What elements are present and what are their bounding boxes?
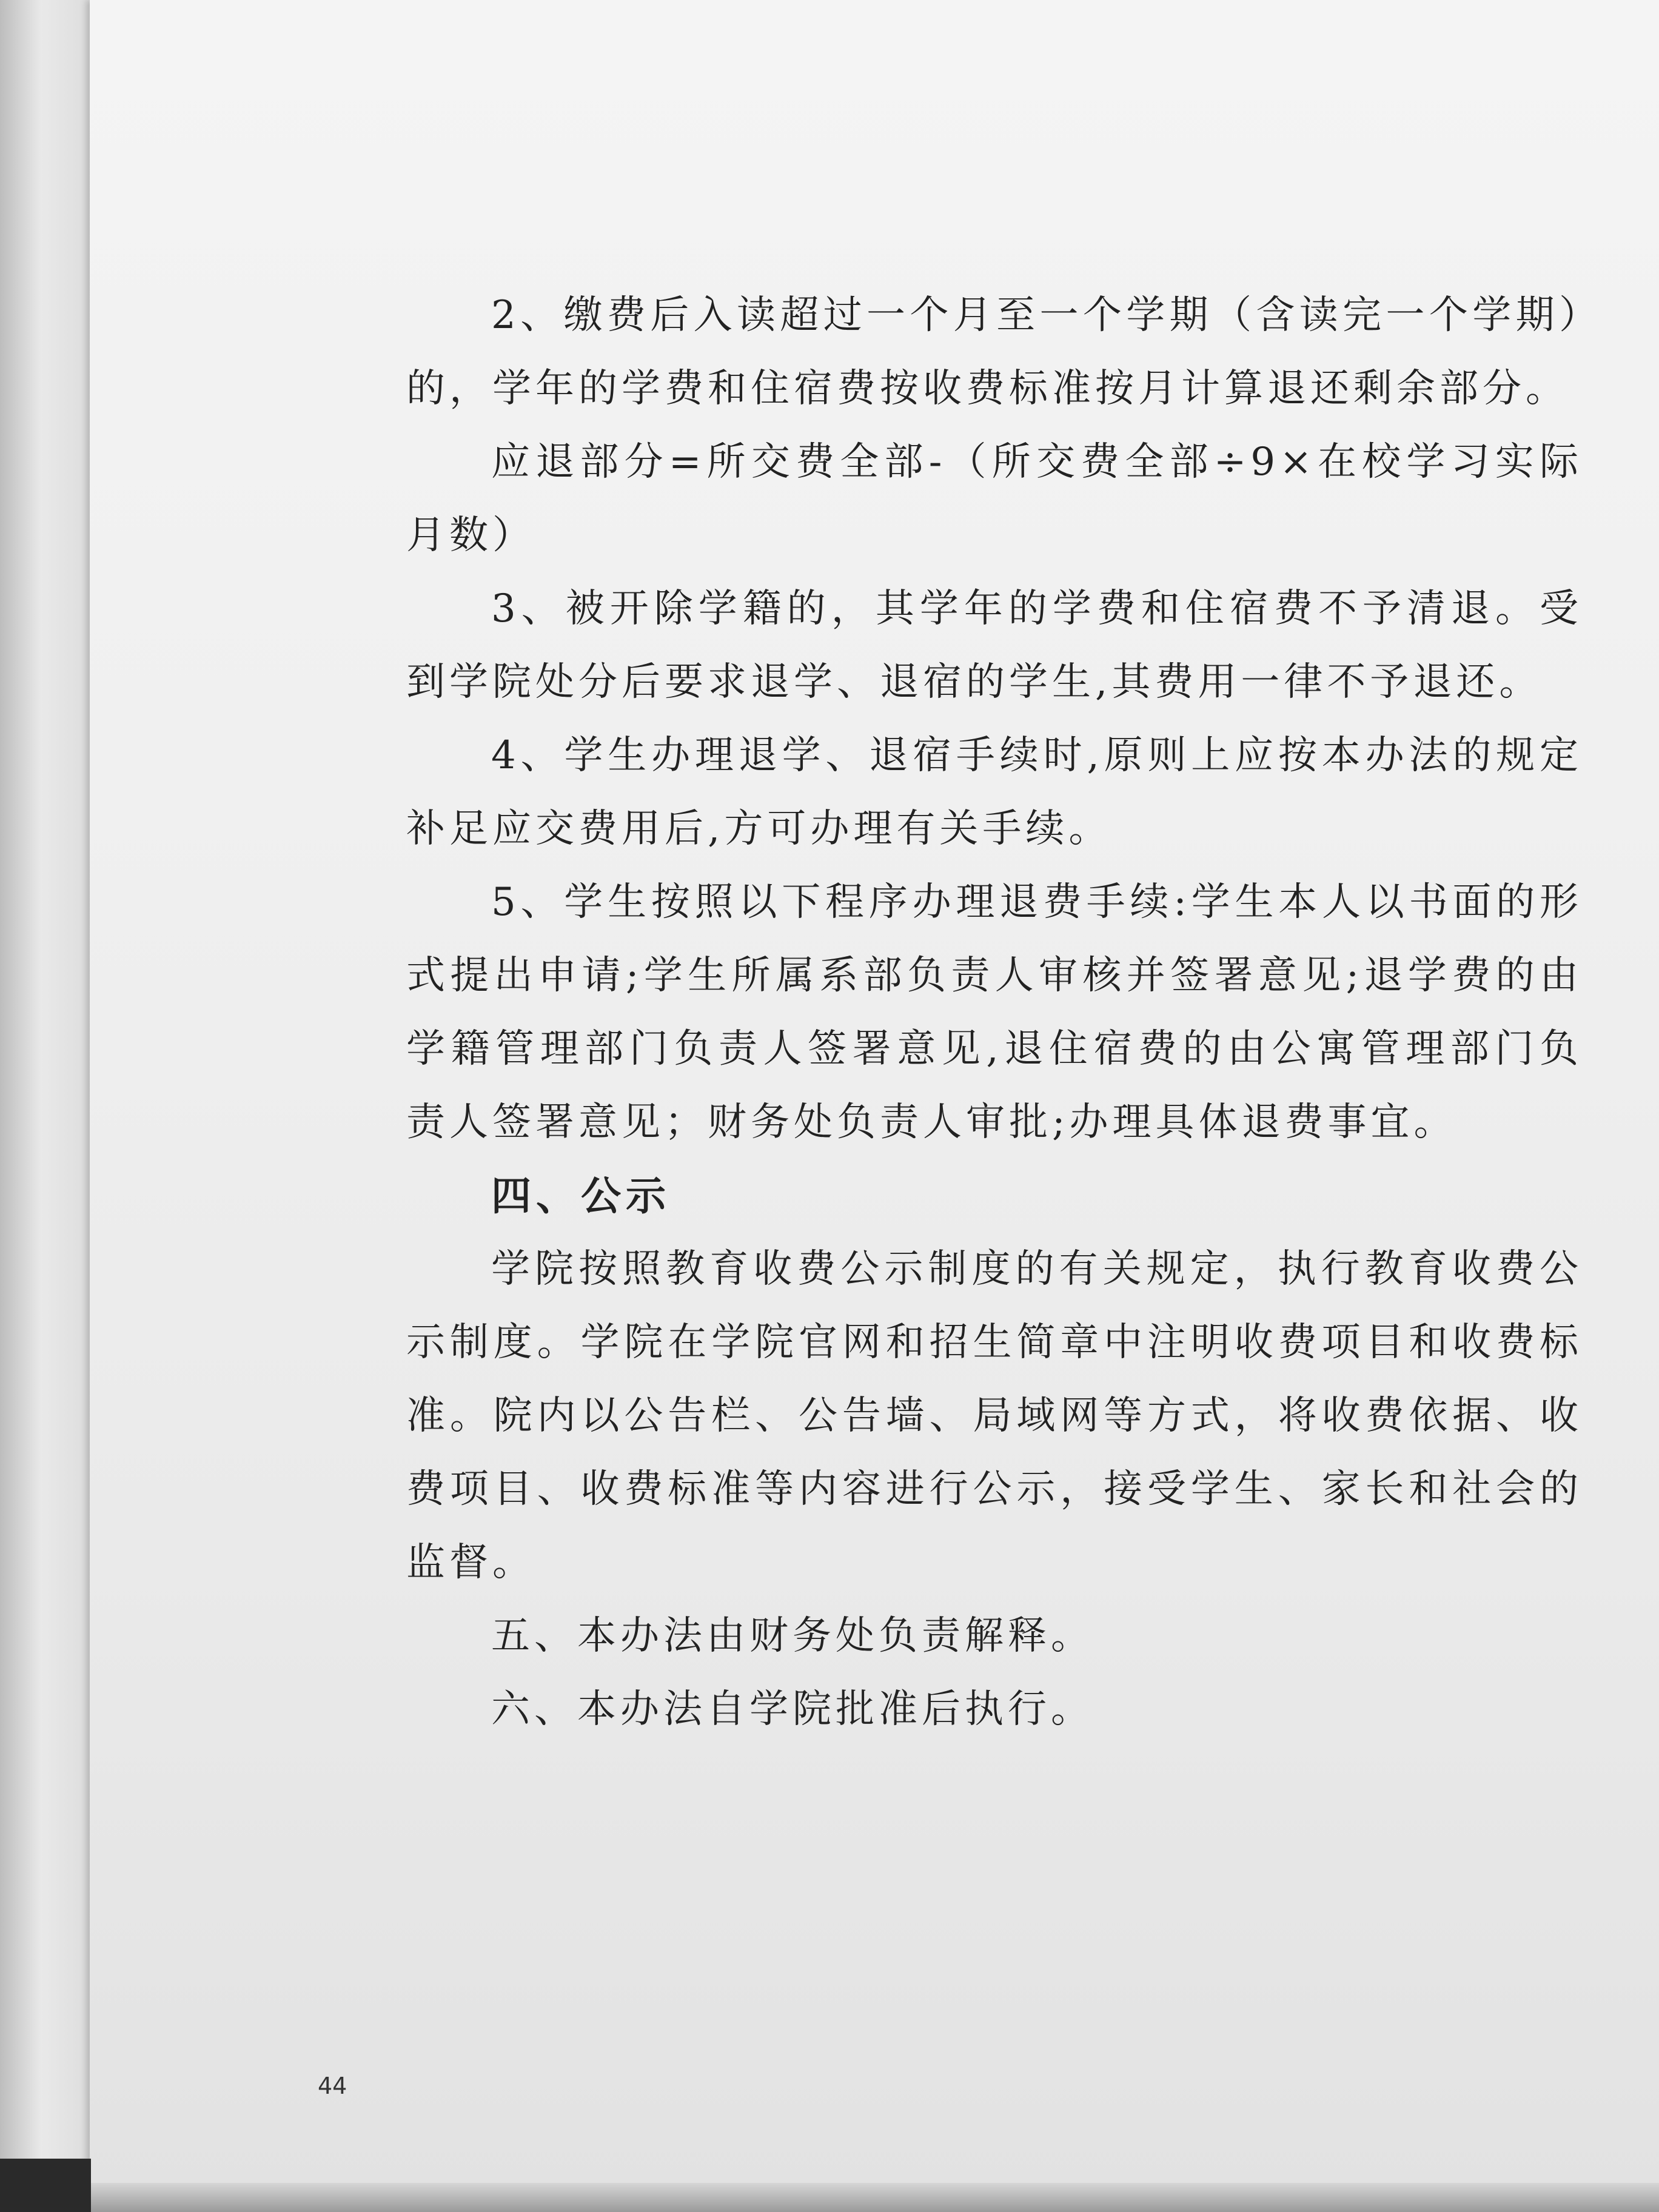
page-number: 44 xyxy=(318,2073,347,2099)
paragraph-item-six: 六、本办法自学院批准后执行。 xyxy=(491,1687,1094,1732)
underlying-page-edge xyxy=(0,0,103,2212)
paragraph-refund-formula: 应退部分=所交费全部-（所交费全部÷9×在校学习实际月数） xyxy=(406,440,1583,558)
dark-corner xyxy=(0,2159,91,2212)
page-bottom-shadow xyxy=(90,2183,1659,2212)
paragraph-item-five: 五、本办法由财务处负责解释。 xyxy=(491,1614,1094,1658)
paragraph-publicity: 学院按照教育收费公示制度的有关规定，执行教育收费公示制度。学院在学院官网和招生简章中注明收费项目和收费标准。院内以公告栏、公告墙、局域网等方式，将收费依据、收费项目、收费标准等内容进行公示，接受学生、家长和社会的监督。 xyxy=(406,1247,1583,1585)
paragraph-item-4: 4、学生办理退学、退宿手续时,原则上应按本办法的规定补足应交费用后,方可办理有关手续。 xyxy=(406,733,1583,851)
paragraph-item-3: 3、被开除学籍的，其学年的学费和住宿费不予清退。受到学院处分后要求退学、退宿的学生,其费用一律不予退还。 xyxy=(406,586,1583,705)
section-heading-publicity: 四、公示 xyxy=(491,1173,671,1219)
paragraph-item-5: 5、学生按照以下程序办理退费手续:学生本人以书面的形式提出申请;学生所属系部负责人审核并签署意见;退学费的由学籍管理部门负责人签署意见,退住宿费的由公寓管理部门负责人签署意见；财务处负责人审批;办理具体退费事宜。 xyxy=(406,880,1583,1145)
paragraph-item-2: 2、缴费后入读超过一个月至一个学期（含读完一个学期）的，学年的学费和住宿费按收费标准按月计算退还剩余部分。 xyxy=(406,293,1583,411)
document-page xyxy=(90,0,1659,2212)
document-body xyxy=(406,279,1583,1746)
